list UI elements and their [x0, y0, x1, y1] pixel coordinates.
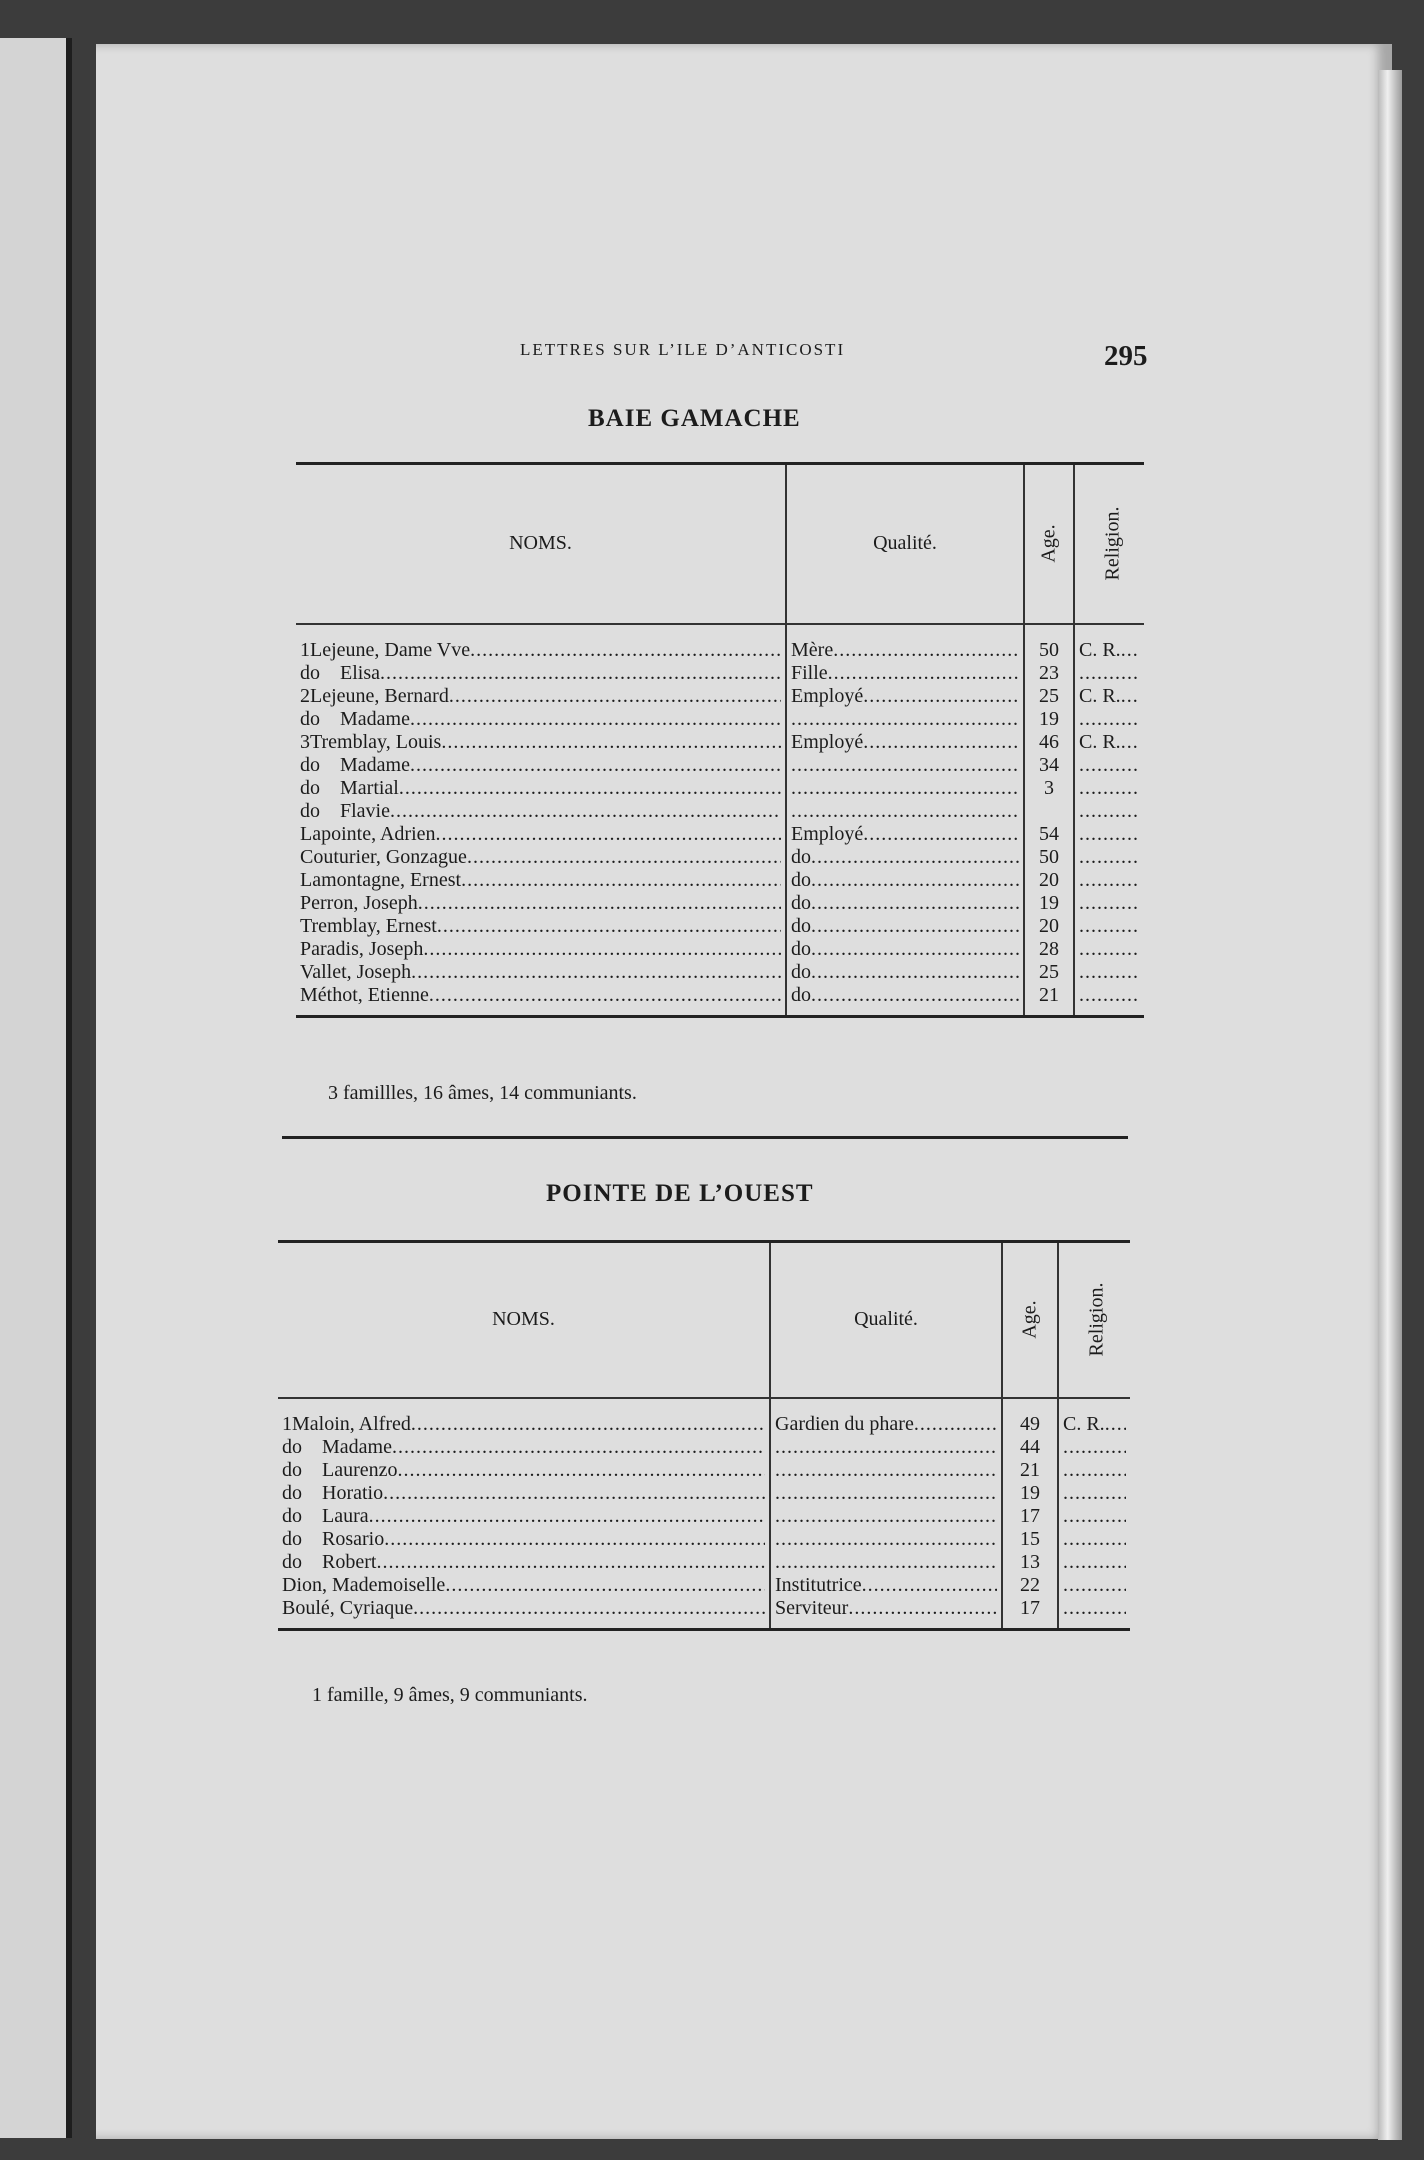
table-row — [296, 624, 1144, 662]
family-number: 1 — [282, 1412, 292, 1435]
cell-age: 50 — [1024, 624, 1074, 662]
person-name: do Martial — [300, 776, 399, 799]
cell-religion — [1074, 938, 1144, 961]
cell-qualite — [786, 662, 1024, 685]
table-row — [296, 823, 1144, 846]
cell-name — [278, 1574, 770, 1597]
cell-religion — [1074, 662, 1144, 685]
cell-qualite — [786, 938, 1024, 961]
cell-name — [278, 1528, 770, 1551]
table-row — [296, 731, 1144, 754]
cell-qualite — [786, 915, 1024, 938]
cell-age: 46 — [1024, 731, 1074, 754]
table-row — [296, 915, 1144, 938]
person-name: do Robert — [282, 1550, 377, 1573]
cell-age: 13 — [1002, 1551, 1058, 1574]
table-row — [296, 662, 1144, 685]
cell-name — [296, 800, 786, 823]
table-row — [296, 777, 1144, 800]
qualite-value: do — [791, 914, 811, 937]
cell-qualite — [786, 984, 1024, 1017]
cell-qualite — [770, 1597, 1002, 1630]
table-row — [296, 685, 1144, 708]
cell-name — [296, 984, 786, 1017]
table-row — [278, 1574, 1130, 1597]
cell-religion — [1058, 1505, 1130, 1528]
cell-age: 19 — [1002, 1482, 1058, 1505]
person-name: Paradis, Joseph — [300, 937, 424, 960]
table-row — [278, 1398, 1130, 1436]
cell-religion — [1058, 1459, 1130, 1482]
qualite-value: do — [791, 960, 811, 983]
cell-age: 28 — [1024, 938, 1074, 961]
cell-age: 17 — [1002, 1505, 1058, 1528]
qualite-value: Mère — [791, 638, 834, 661]
cell-age: 44 — [1002, 1436, 1058, 1459]
qualite-value: Employé — [791, 684, 864, 707]
qualite-value: Fille — [791, 661, 828, 684]
column-header-age: Age. — [1002, 1242, 1058, 1398]
cell-age: 49 — [1002, 1398, 1058, 1436]
qualite-value: Gardien du phare — [775, 1412, 914, 1435]
qualite-value: do — [791, 868, 811, 891]
qualite-value: Employé — [791, 822, 864, 845]
cell-religion — [1074, 731, 1144, 754]
table-row — [278, 1505, 1130, 1528]
qualite-value: do — [791, 845, 811, 868]
cell-name — [278, 1505, 770, 1528]
column-header-qualite: Qualité. — [770, 1242, 1002, 1398]
cell-age: 25 — [1024, 685, 1074, 708]
person-name: do Elisa — [300, 661, 380, 684]
cell-qualite — [786, 685, 1024, 708]
person-name: do Madame — [300, 707, 410, 730]
person-name: Couturier, Gonzague — [300, 845, 467, 868]
cell-religion — [1058, 1482, 1130, 1505]
column-header-qualite: Qualité. — [786, 464, 1024, 624]
section-divider — [282, 1136, 1128, 1139]
column-header-noms: NOMS. — [278, 1242, 770, 1398]
table-row — [296, 800, 1144, 823]
cell-religion — [1074, 823, 1144, 846]
table-row — [296, 892, 1144, 915]
cell-name — [296, 915, 786, 938]
person-name: do Laurenzo — [282, 1458, 398, 1481]
summary-pointe-de-louest: 1 famille, 9 âmes, 9 communiants. — [312, 1684, 588, 1706]
cell-religion — [1058, 1574, 1130, 1597]
table-row — [296, 754, 1144, 777]
religion-value: C. R. — [1079, 684, 1121, 707]
table-row — [278, 1459, 1130, 1482]
cell-name — [296, 624, 786, 662]
person-name: do Laura — [282, 1504, 369, 1527]
census-table-baie-gamache — [296, 462, 1144, 1018]
cell-qualite — [786, 800, 1024, 823]
qualite-value: do — [791, 983, 811, 1006]
table-row — [296, 938, 1144, 961]
cell-qualite — [770, 1482, 1002, 1505]
cell-name — [296, 892, 786, 915]
person-name: do Madame — [300, 753, 410, 776]
qualite-value: Employé — [791, 730, 864, 753]
cell-age: 17 — [1002, 1597, 1058, 1630]
cell-age: 3 — [1024, 777, 1074, 800]
person-name: Perron, Joseph — [300, 891, 418, 914]
cell-qualite — [786, 961, 1024, 984]
summary-baie-gamache: 3 famillles, 16 âmes, 14 communiants. — [328, 1082, 637, 1104]
cell-qualite — [770, 1398, 1002, 1436]
table-row — [278, 1482, 1130, 1505]
cell-religion — [1074, 800, 1144, 823]
column-header-religion: Religion. — [1058, 1242, 1130, 1398]
cell-age: 20 — [1024, 869, 1074, 892]
page-number: 295 — [1104, 340, 1148, 372]
section-title-baie-gamache: BAIE GAMACHE — [588, 405, 801, 432]
cell-qualite — [786, 624, 1024, 662]
person-name: Lejeune, Dame Vve — [310, 638, 471, 661]
cell-religion — [1074, 624, 1144, 662]
cell-qualite — [770, 1459, 1002, 1482]
column-header-age: Age. — [1024, 464, 1074, 624]
person-name: Dion, Mademoiselle — [282, 1573, 446, 1596]
cell-name — [296, 754, 786, 777]
cell-religion — [1074, 869, 1144, 892]
qualite-value: Serviteur — [775, 1596, 849, 1619]
cell-name — [296, 823, 786, 846]
cell-name — [278, 1551, 770, 1574]
table-row — [278, 1551, 1130, 1574]
table-row — [296, 984, 1144, 1017]
cell-qualite — [770, 1505, 1002, 1528]
table-body — [278, 1398, 1130, 1630]
person-name: do Flavie — [300, 799, 390, 822]
cell-age: 19 — [1024, 708, 1074, 731]
table-row — [278, 1436, 1130, 1459]
table-row — [296, 708, 1144, 731]
census-table-pointe-de-louest — [278, 1240, 1130, 1631]
cell-age: 21 — [1002, 1459, 1058, 1482]
cell-age: 21 — [1024, 984, 1074, 1017]
cell-religion — [1058, 1597, 1130, 1630]
cell-qualite — [786, 777, 1024, 800]
cell-age — [1024, 800, 1074, 823]
table-row — [278, 1528, 1130, 1551]
family-number: 1 — [300, 638, 310, 661]
cell-name — [296, 961, 786, 984]
cell-age: 50 — [1024, 846, 1074, 869]
cell-religion — [1058, 1398, 1130, 1436]
cell-religion — [1074, 708, 1144, 731]
person-name: Tremblay, Ernest — [300, 914, 437, 937]
cell-religion — [1074, 777, 1144, 800]
table-row — [278, 1597, 1130, 1630]
person-name: Tremblay, Louis — [310, 730, 442, 753]
person-name: Lapointe, Adrien — [300, 822, 436, 845]
cell-name — [296, 685, 786, 708]
table-body — [296, 624, 1144, 1017]
person-name: Lamontagne, Ernest — [300, 868, 462, 891]
cell-qualite — [786, 823, 1024, 846]
facing-page-edge — [0, 38, 72, 2138]
cell-name — [296, 846, 786, 869]
cell-age: 15 — [1002, 1528, 1058, 1551]
person-name: Lejeune, Bernard — [310, 684, 449, 707]
cell-name — [296, 731, 786, 754]
cell-qualite — [786, 892, 1024, 915]
cell-age: 54 — [1024, 823, 1074, 846]
cell-age: 22 — [1002, 1574, 1058, 1597]
qualite-value: do — [791, 937, 811, 960]
cell-age: 34 — [1024, 754, 1074, 777]
cell-religion — [1074, 754, 1144, 777]
cell-qualite — [786, 754, 1024, 777]
qualite-value: Institutrice — [775, 1573, 862, 1596]
cell-religion — [1074, 685, 1144, 708]
cell-religion — [1074, 961, 1144, 984]
page-edge-right — [1378, 70, 1402, 2140]
cell-name — [278, 1436, 770, 1459]
cell-religion — [1074, 846, 1144, 869]
cell-religion — [1074, 984, 1144, 1017]
cell-religion — [1058, 1436, 1130, 1459]
cell-name — [296, 938, 786, 961]
cell-qualite — [786, 708, 1024, 731]
qualite-value: do — [791, 891, 811, 914]
table-row — [296, 846, 1144, 869]
column-header-noms: NOMS. — [296, 464, 786, 624]
cell-qualite — [770, 1436, 1002, 1459]
cell-religion — [1058, 1551, 1130, 1574]
cell-name — [278, 1482, 770, 1505]
cell-name — [296, 708, 786, 731]
section-title-pointe-de-louest: POINTE DE L’OUEST — [546, 1180, 814, 1207]
cell-age: 25 — [1024, 961, 1074, 984]
cell-religion — [1074, 892, 1144, 915]
person-name: Vallet, Joseph — [300, 960, 412, 983]
cell-name — [278, 1597, 770, 1630]
cell-qualite — [770, 1528, 1002, 1551]
cell-age: 23 — [1024, 662, 1074, 685]
cell-qualite — [786, 731, 1024, 754]
cell-name — [296, 777, 786, 800]
family-number: 3 — [300, 730, 310, 753]
person-name: do Horatio — [282, 1481, 384, 1504]
person-name: do Rosario — [282, 1527, 385, 1550]
cell-religion — [1074, 915, 1144, 938]
person-name: Boulé, Cyriaque — [282, 1596, 414, 1619]
cell-age: 20 — [1024, 915, 1074, 938]
religion-value: C. R. — [1079, 638, 1121, 661]
cell-religion — [1058, 1528, 1130, 1551]
cell-name — [278, 1398, 770, 1436]
person-name: Maloin, Alfred — [292, 1412, 411, 1435]
person-name: Méthot, Etienne — [300, 983, 429, 1006]
running-header: LETTRES SUR L’ILE D’ANTICOSTI — [520, 340, 846, 359]
cell-age: 19 — [1024, 892, 1074, 915]
cell-name — [296, 869, 786, 892]
family-number: 2 — [300, 684, 310, 707]
cell-qualite — [786, 869, 1024, 892]
religion-value: C. R. — [1063, 1412, 1105, 1435]
religion-value: C. R. — [1079, 730, 1121, 753]
table-row — [296, 961, 1144, 984]
column-header-religion: Religion. — [1074, 464, 1144, 624]
cell-name — [278, 1459, 770, 1482]
cell-name — [296, 662, 786, 685]
table-row — [296, 869, 1144, 892]
person-name: do Madame — [282, 1435, 392, 1458]
cell-qualite — [770, 1574, 1002, 1597]
cell-qualite — [786, 846, 1024, 869]
cell-qualite — [770, 1551, 1002, 1574]
